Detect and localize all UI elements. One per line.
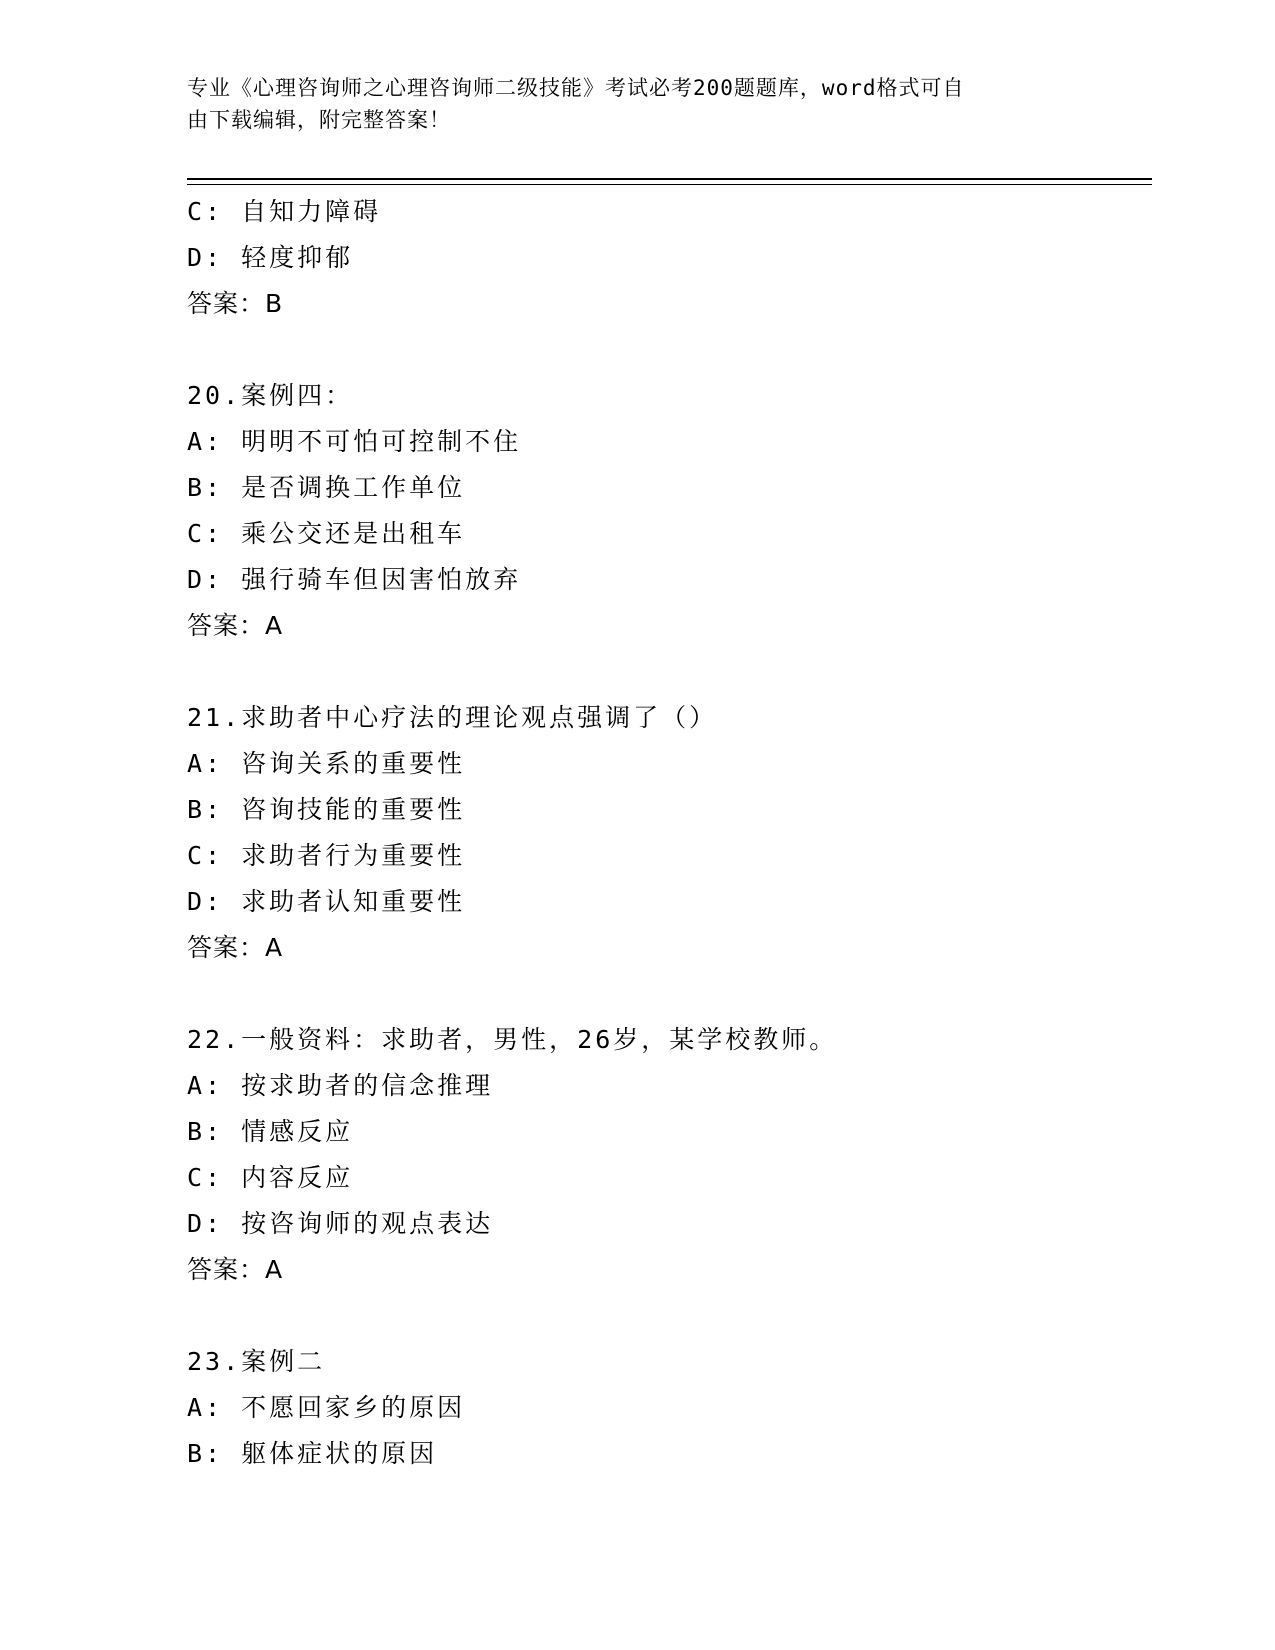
option: D: 按咨询师的观点表达 <box>187 1209 494 1238</box>
option: A: 按求助者的信念推理 <box>187 1071 494 1100</box>
option: C: 求助者行为重要性 <box>187 841 466 870</box>
answer-line: 答案：A <box>187 933 284 962</box>
question-block <box>187 1339 1152 1477</box>
option: A: 明明不可怕可控制不住 <box>187 427 522 456</box>
question-block <box>187 695 1152 971</box>
option: D: 求助者认知重要性 <box>187 887 466 916</box>
question-stem: 23.案例二 <box>187 1347 326 1376</box>
option: C: 内容反应 <box>187 1163 354 1192</box>
option: A: 不愿回家乡的原因 <box>187 1393 466 1422</box>
answer-line: 答案：A <box>187 611 284 640</box>
option: B: 是否调换工作单位 <box>187 473 466 502</box>
option: B: 躯体症状的原因 <box>187 1439 438 1468</box>
option: B: 咨询技能的重要性 <box>187 795 466 824</box>
option: D: 强行骑车但因害怕放弃 <box>187 565 522 594</box>
question-stem: 20.案例四： <box>187 381 354 410</box>
question-stem: 22.一般资料：求助者，男性，26岁，某学校教师。 <box>187 1025 838 1054</box>
question-block <box>187 1017 1152 1293</box>
option: C: 乘公交还是出租车 <box>187 519 466 548</box>
header-line-1: 专业《心理咨询师之心理咨询师二级技能》考试必考200题题库，word格式可自 <box>187 76 965 100</box>
header-divider-thick <box>187 178 1152 180</box>
question-block <box>187 189 1152 327</box>
option: D: 轻度抑郁 <box>187 243 354 272</box>
question-list <box>187 189 1152 1477</box>
option: C: 自知力障碍 <box>187 197 382 226</box>
document-header <box>187 72 1067 136</box>
header-line-2: 由下载编辑，附完整答案！ <box>187 108 451 132</box>
answer-line: 答案：B <box>187 289 284 318</box>
header-divider-thin <box>187 184 1152 185</box>
question-stem: 21.求助者中心疗法的理论观点强调了（） <box>187 703 718 732</box>
option: A: 咨询关系的重要性 <box>187 749 466 778</box>
question-block <box>187 373 1152 649</box>
option: B: 情感反应 <box>187 1117 354 1146</box>
answer-line: 答案：A <box>187 1255 284 1284</box>
